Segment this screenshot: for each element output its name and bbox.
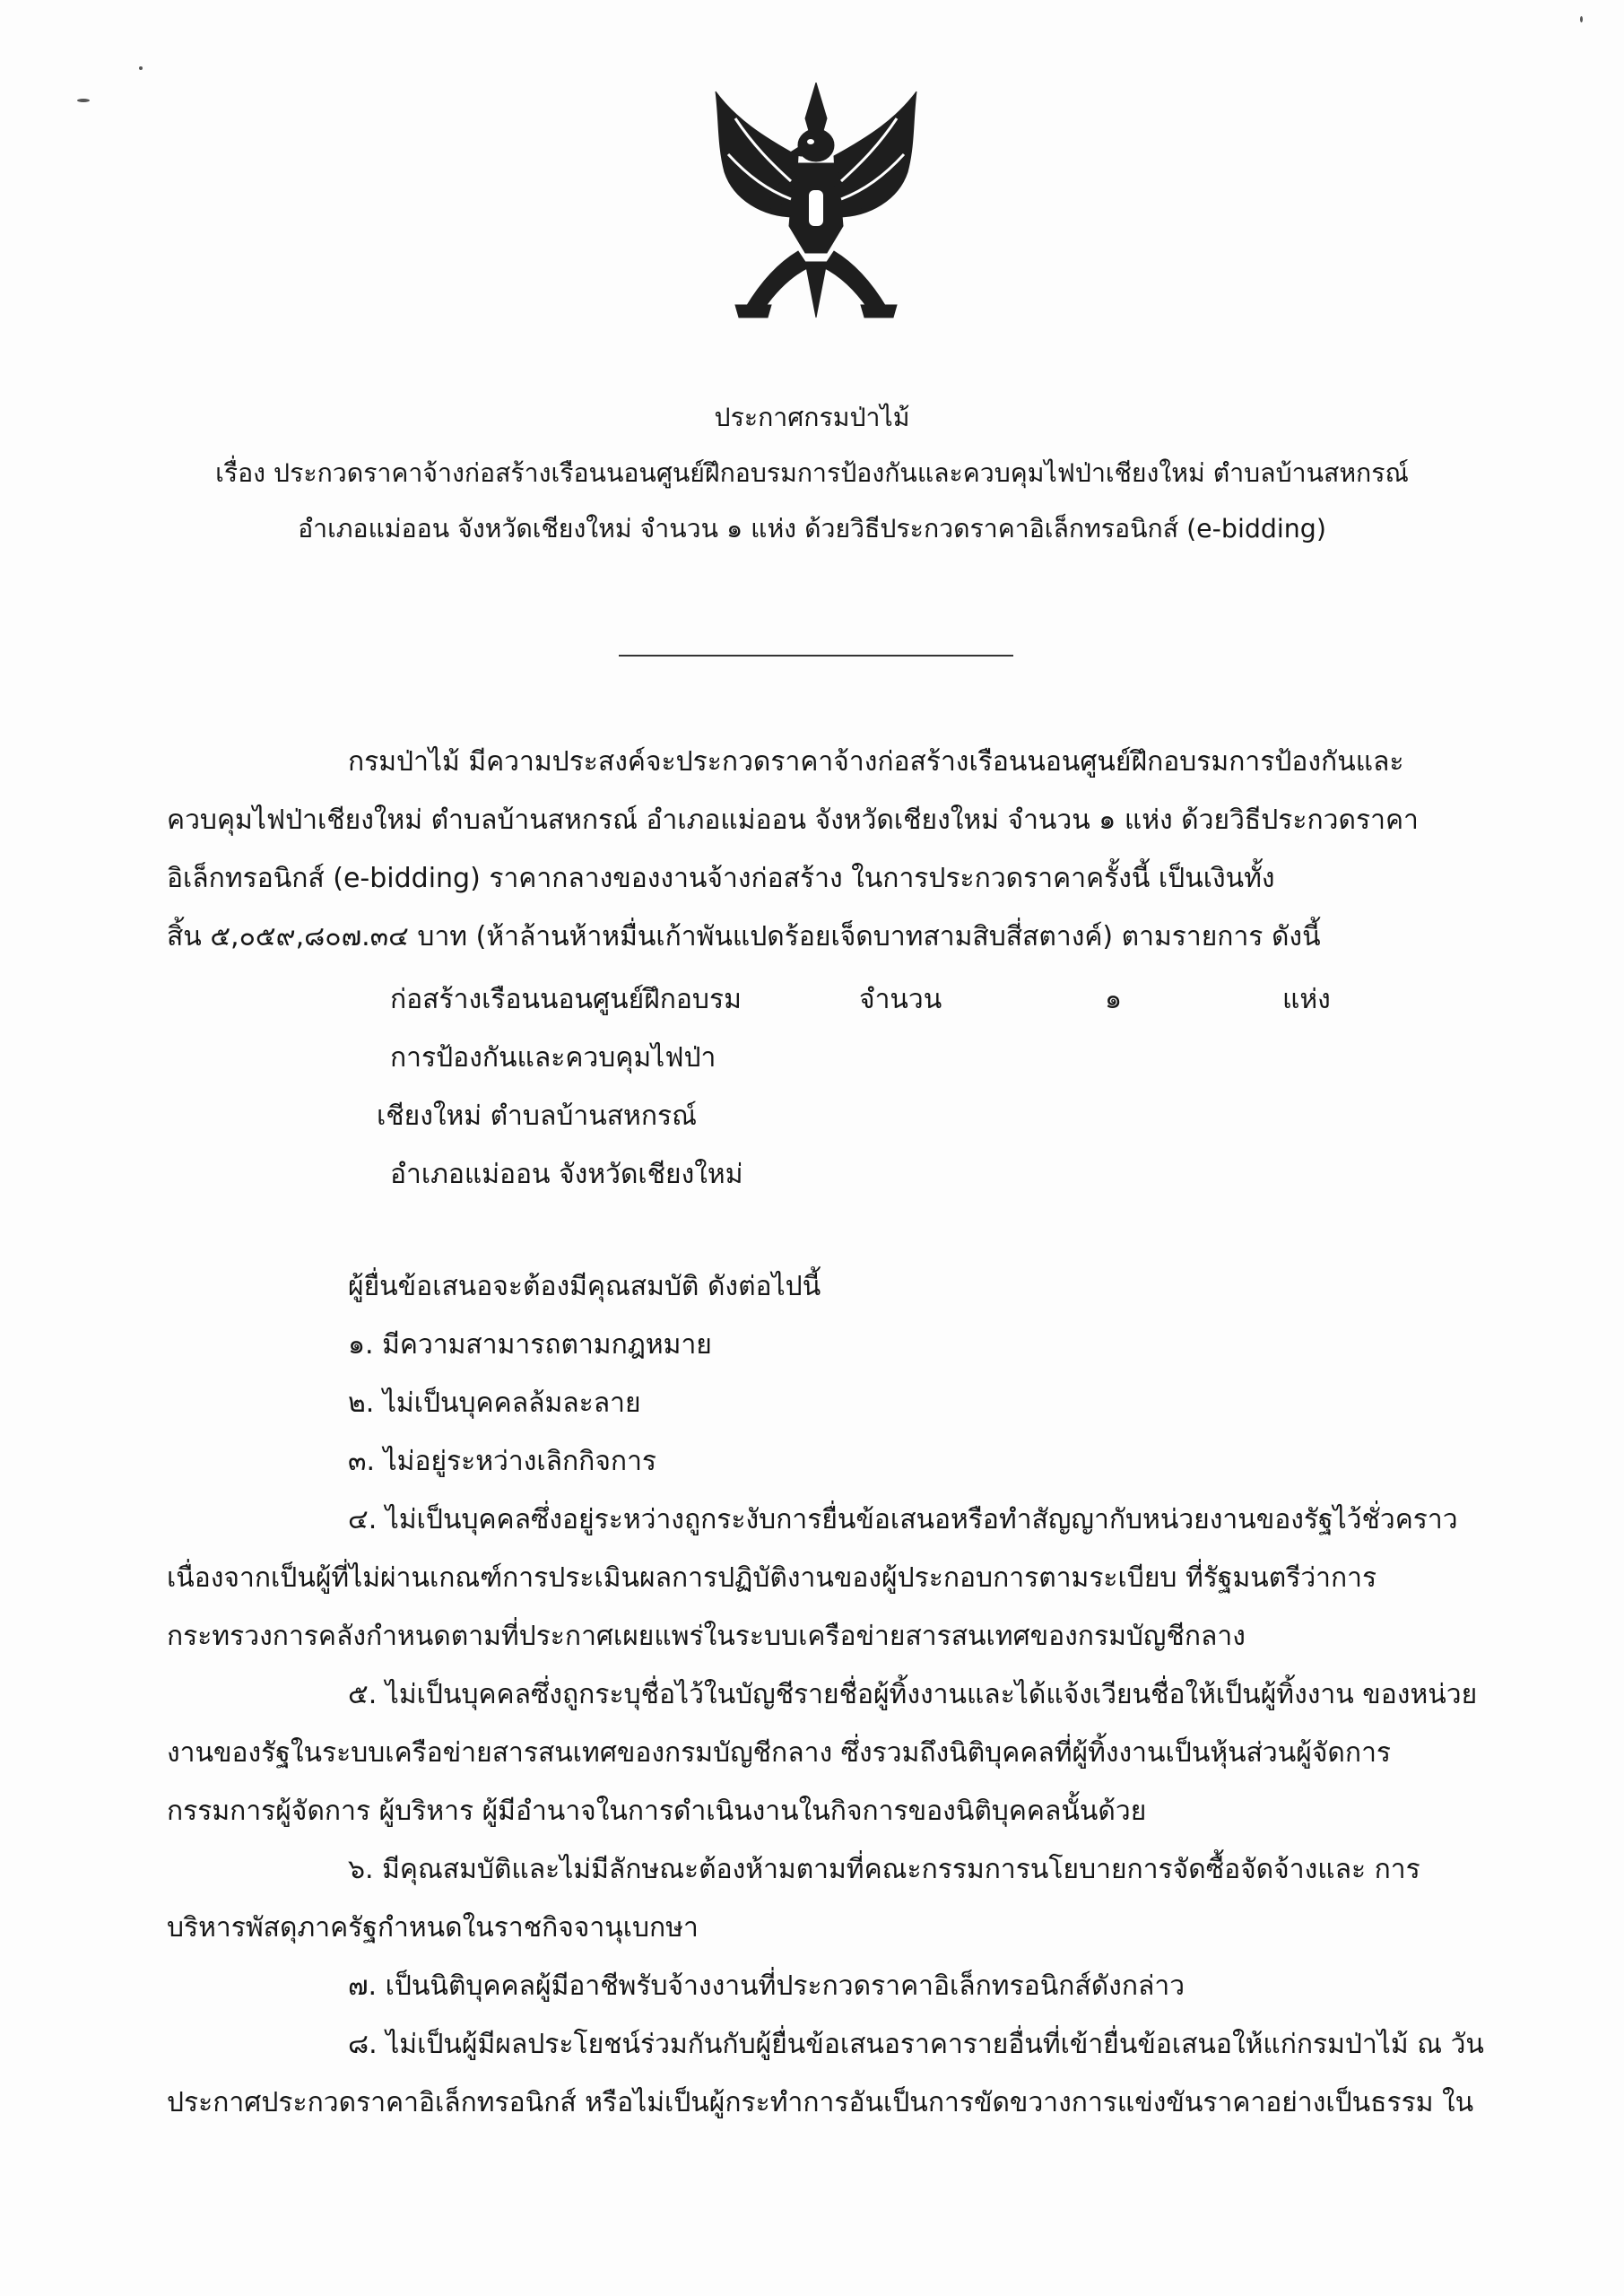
item-description-line: ก่อสร้างเรือนนอนศูนย์ฝึกอบรม (390, 984, 742, 1015)
qualification-item: ๑. มีความสามารถตามกฎหมาย (348, 1329, 712, 1361)
header-divider (619, 655, 1013, 657)
item-description-line: เชียงใหม่ ตำบลบ้านสหกรณ์ (377, 1100, 697, 1132)
item-description-line: อำเภอแม่ออน จังหวัดเชียงใหม่ (390, 1159, 743, 1190)
scan-speck (1580, 16, 1583, 22)
intro-line: ควบคุมไฟป่าเชียงใหม่ ตำบลบ้านสหกรณ์ อำเภอแม่ออน จังหวัดเชียงใหม่ จำนวน ๑ แห่ง ด้วยวิธีประกวดราคา (167, 804, 1419, 836)
intro-line: อิเล็กทรอนิกส์ (e-bidding) ราคากลางของงานจ้างก่อสร้าง ในการประกวดราคาครั้งนี้ เป็นเงินทั้ง (167, 863, 1275, 894)
qualification-continuation: บริหารพัสดุภาครัฐกำหนดในราชกิจจานุเบกษา (167, 1912, 699, 1944)
item-unit: แห่ง (1282, 984, 1331, 1015)
qualification-item: ๖. มีคุณสมบัติและไม่มีลักษณะต้องห้ามตามที่คณะกรรมการนโยบายการจัดซื้อจัดจ้างและ การ (348, 1854, 1420, 1885)
qualification-item: ๔. ไม่เป็นบุคคลซึ่งอยู่ระหว่างถูกระงับการยื่นข้อเสนอหรือทำสัญญากับหน่วยงานของรัฐไว้ชั่วคราว (348, 1504, 1458, 1535)
announcement-title: ประกาศกรมป่าไม้ (714, 403, 910, 432)
item-qty-label: จำนวน (859, 984, 942, 1015)
intro-line: กรมป่าไม้ มีความประสงค์จะประกวดราคาจ้างก่อสร้างเรือนนอนศูนย์ฝึกอบรมการป้องกันและ (348, 746, 1404, 778)
item-description-line: การป้องกันและควบคุมไฟป่า (390, 1042, 716, 1074)
qualification-item: ๒. ไม่เป็นบุคคลล้มละลาย (348, 1387, 641, 1419)
item-qty-value: ๑ (1105, 984, 1123, 1015)
scan-speck (77, 99, 90, 102)
subject-line-2: อำเภอแม่ออน จังหวัดเชียงใหม่ จำนวน ๑ แห่ง ด้วยวิธีประกวดราคาอิเล็กทรอนิกส์ (e-bidding) (298, 514, 1326, 544)
qualification-item: ๓. ไม่อยู่ระหว่างเลิกกิจการ (348, 1446, 657, 1477)
subject-line-1: เรื่อง ประกวดราคาจ้างก่อสร้างเรือนนอนศูนย์ฝึกอบรมการป้องกันและควบคุมไฟป่าเชียงใหม่ ตำบลบ้านสหกรณ์ (215, 458, 1409, 488)
qualification-continuation: ประกาศประกวดราคาอิเล็กทรอนิกส์ หรือไม่เป็นผู้กระทำการอันเป็นการขัดขวางการแข่งขันราคาอย่างเป็นธรรม ใน (167, 2087, 1474, 2118)
qualification-continuation: งานของรัฐในระบบเครือข่ายสารสนเทศของกรมบัญชีกลาง ซึ่งรวมถึงนิติบุคคลที่ผู้ทิ้งงานเป็นหุ้นส่วนผู้จัดการ (167, 1737, 1392, 1769)
qualifications-heading: ผู้ยื่นข้อเสนอจะต้องมีคุณสมบัติ ดังต่อไปนี้ (348, 1271, 821, 1302)
garuda-emblem-icon (708, 83, 924, 323)
qualification-item: ๗. เป็นนิติบุคคลผู้มีอาชีพรับจ้างงานที่ประกวดราคาอิเล็กทรอนิกส์ดังกล่าว (348, 1970, 1185, 2002)
scan-speck (139, 66, 143, 70)
qualification-item: ๘. ไม่เป็นผู้มีผลประโยชน์ร่วมกันกับผู้ยื่นข้อเสนอราคารายอื่นที่เข้ายื่นข้อเสนอให้แก่กรมป่าไม้ ณ วัน (348, 2029, 1484, 2060)
intro-line: สิ้น ๕,๐๕๙,๘๐๗.๓๔ บาท (ห้าล้านห้าหมื่นเก้าพันแปดร้อยเจ็ดบาทสามสิบสี่สตางค์) ตามรายการ ดังนี้ (167, 921, 1321, 952)
qualification-item: ๕. ไม่เป็นบุคคลซึ่งถูกระบุชื่อไว้ในบัญชีรายชื่อผู้ทิ้งงานและได้แจ้งเวียนชื่อให้เป็นผู้ทิ้งงาน ของหน่วย (348, 1679, 1478, 1710)
qualification-continuation: เนื่องจากเป็นผู้ที่ไม่ผ่านเกณฑ์การประเมินผลการปฏิบัติงานของผู้ประกอบการตามระเบียบ ที่รัฐมนตรีว่าการ (167, 1562, 1377, 1594)
qualification-continuation: กระทรวงการคลังกำหนดตามที่ประกาศเผยแพร่ในระบบเครือข่ายสารสนเทศของกรมบัญชีกลาง (167, 1621, 1246, 1652)
qualification-continuation: กรรมการผู้จัดการ ผู้บริหาร ผู้มีอำนาจในการดำเนินงานในกิจการของนิติบุคคลนั้นด้วย (167, 1796, 1147, 1827)
